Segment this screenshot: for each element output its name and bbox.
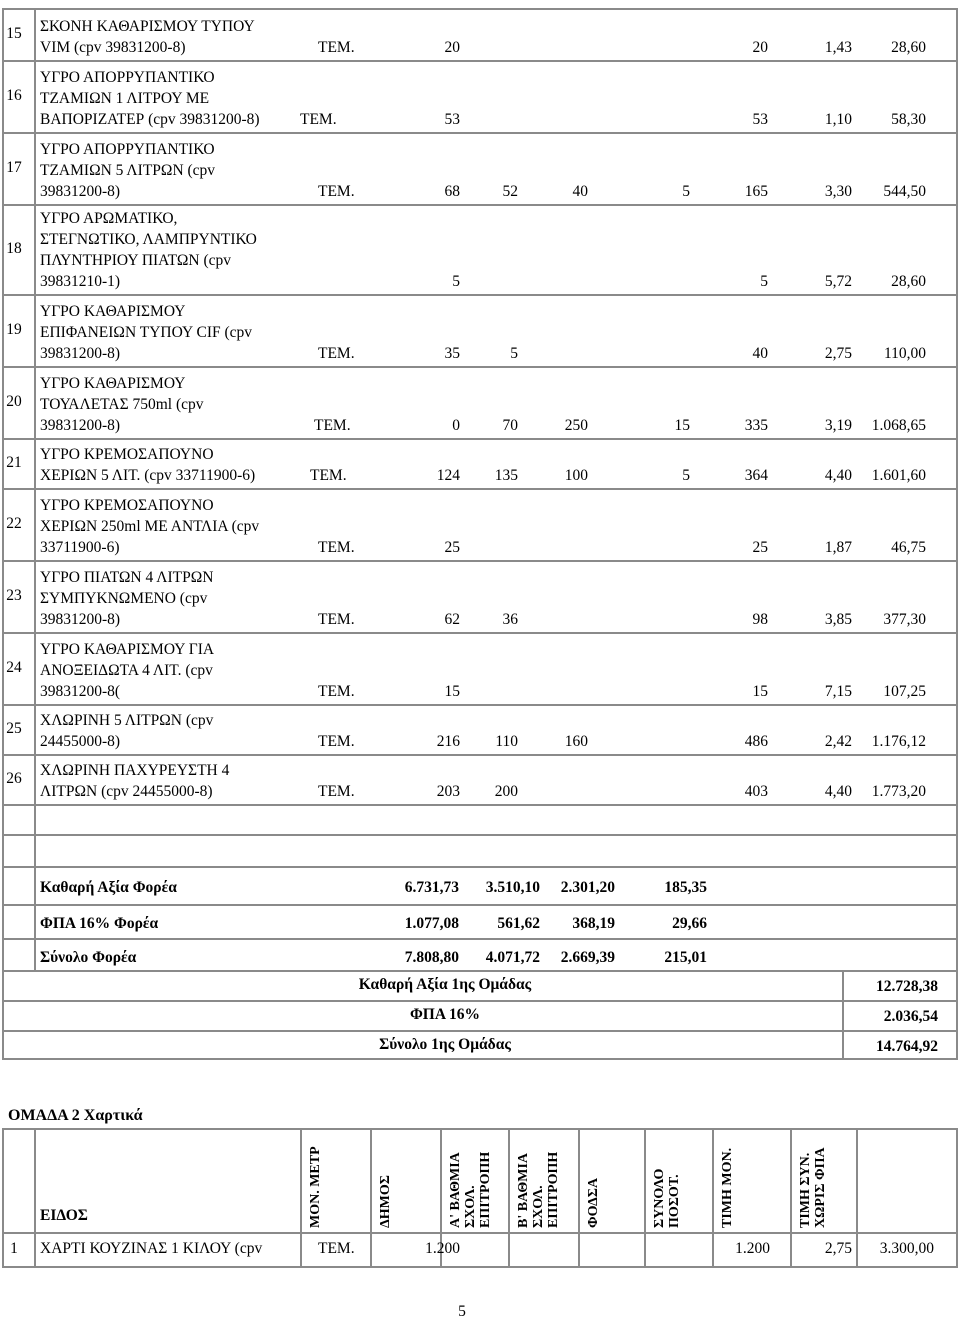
grid-line	[2, 1000, 958, 1002]
value-f: 5	[682, 467, 690, 484]
row-number: 23	[6, 587, 22, 604]
group-summary-label: Σύνολο 1ης Ομάδας	[379, 1036, 511, 1053]
grid-line	[2, 868, 4, 970]
item-description: ΣΤΕΓΝΩΤΙΚΟ, ΛΑΜΠΡΥΝΤΙΚΟ	[40, 231, 257, 248]
unit-cell: ΤΕΜ.	[318, 783, 355, 800]
grid-line	[790, 1128, 792, 1266]
row-number: 22	[6, 515, 22, 532]
value-total: 1.176,12	[871, 733, 926, 750]
value-sum: 486	[744, 733, 768, 750]
value-a: 52	[502, 183, 518, 200]
value-price: 2,42	[824, 733, 852, 750]
group-summary-value: 2.036,54	[883, 1008, 938, 1025]
header-total: ΤΙΜΗ ΣΥΝ. ΧΩΡΙΣ ΦΠΑ	[798, 1147, 828, 1228]
item-description: 39831200-8(	[40, 683, 121, 700]
value-a: 70	[502, 417, 518, 434]
value-total: 1.773,20	[871, 783, 926, 800]
value-d: 216	[436, 733, 460, 750]
item-description: ΕΠΙΦΑΝΕΙΩΝ ΤΥΠΟΥ CIF (cpv	[40, 324, 253, 341]
grid-line	[508, 1128, 510, 1266]
value-d: 124	[436, 467, 460, 484]
grid-line	[2, 632, 958, 634]
value-price: 4,40	[824, 467, 852, 484]
item-description: 39831200-8)	[40, 183, 121, 200]
grid-line	[2, 834, 958, 836]
grid-line	[300, 1128, 302, 1266]
header-unit: ΜΟΝ. ΜΕΤΡ	[308, 1146, 323, 1228]
value-total: 46,75	[891, 539, 926, 556]
carrier-summary-value: 3.510,10	[485, 879, 540, 896]
value-bb: 100	[564, 467, 588, 484]
value-d: 0	[452, 417, 460, 434]
row-number: 15	[6, 25, 22, 42]
carrier-summary-value: 29,66	[672, 915, 707, 932]
row-number: 20	[6, 393, 22, 410]
group-summary-label: ΦΠΑ 16%	[409, 1006, 481, 1023]
header-d: ΔΗΜΟΣ	[378, 1175, 393, 1228]
item-description: ΤΖΑΜΙΩΝ 1 ΛΙΤΡΟΥ ΜΕ	[40, 90, 210, 107]
carrier-summary-value: 2.669,39	[560, 949, 615, 966]
row-number: 25	[6, 720, 22, 737]
value-f: 5	[682, 183, 690, 200]
value-d: 15	[444, 683, 460, 700]
row-number: 16	[6, 87, 22, 104]
value-sum: 403	[744, 783, 768, 800]
value-f: 15	[674, 417, 690, 434]
item-description: ΧΛΩΡΙΝΗ 5 ΛΙΤΡΩΝ (cpv	[40, 712, 214, 729]
grid-line	[2, 8, 958, 10]
value-d: 1.200	[425, 1240, 460, 1257]
unit-cell: ΤΕΜ.	[318, 733, 355, 750]
header-f: ΦΟΔΣΑ	[586, 1177, 601, 1228]
section-title: ΟΜΑΔΑ 2 Χαρτικά	[8, 1107, 143, 1124]
carrier-summary-label: ΦΠΑ 16% Φορέα	[40, 915, 159, 932]
grid-line	[2, 1030, 958, 1032]
item-description: ΥΓΡΟ ΑΠΟΡΡΥΠΑΝΤΙΚΟ	[40, 69, 215, 86]
value-total: 107,25	[883, 683, 926, 700]
unit-cell: ΤΕΜ.	[310, 467, 347, 484]
row-number: 26	[6, 770, 22, 787]
group-summary-value: 14.764,92	[876, 1038, 938, 1055]
carrier-summary-value: 2.301,20	[560, 879, 615, 896]
value-sum: 364	[744, 467, 768, 484]
item-description: ΣΥΜΠΥΚΝΩΜΕΝΟ (cpv	[40, 590, 208, 607]
value-total: 58,30	[891, 111, 926, 128]
grid-line	[578, 1128, 580, 1266]
grid-line	[2, 560, 958, 562]
item-description: ΛΙΤΡΩΝ (cpv 24455000-8)	[40, 783, 213, 800]
grid-line	[842, 970, 844, 1058]
header-item: ΕΙΔΟΣ	[40, 1207, 88, 1224]
value-price: 1,43	[824, 39, 852, 56]
item-description: ΥΓΡΟ ΚΡΕΜΟΣΑΠΟΥΝΟ	[40, 446, 214, 463]
item-description: ΥΓΡΟ ΚΑΘΑΡΙΣΜΟΥ	[40, 375, 186, 392]
grid-line	[712, 1128, 714, 1266]
item-description: 39831200-8)	[40, 417, 121, 434]
value-d: 68	[444, 183, 460, 200]
grid-line	[2, 132, 958, 134]
value-sum: 25	[752, 539, 768, 556]
item-description: ΧΕΡΙΩΝ 250ml ΜΕ ΑΝΤΛΙΑ (cpv	[40, 518, 260, 535]
item-description: ΧΕΡΙΩΝ 5 ΛΙΤ. (cpv 33711900-6)	[40, 467, 256, 484]
row-number: 18	[6, 240, 22, 257]
page-number: 5	[458, 1303, 466, 1320]
row-number: 21	[6, 454, 22, 471]
item-description: ΧΑΡΤΙ ΚΟΥΖΙΝΑΣ 1 ΚΙΛΟΥ (cpv	[40, 1240, 263, 1257]
unit-cell: ΤΕΜ.	[300, 111, 337, 128]
value-price: 2,75	[824, 345, 852, 362]
value-price: 1,10	[824, 111, 852, 128]
group-summary-label: Καθαρή Αξία 1ης Ομάδας	[358, 976, 532, 993]
unit-cell: ΤΕΜ.	[314, 417, 351, 434]
row-number: 19	[6, 321, 22, 338]
grid-line	[2, 866, 958, 868]
header-sum: ΣΥΝΟΛΟ ΠΟΣΟΤ.	[652, 1168, 682, 1228]
item-description: ΥΓΡΟ ΑΠΟΡΡΥΠΑΝΤΙΚΟ	[40, 141, 215, 158]
value-total: 110,00	[883, 345, 926, 362]
carrier-summary-value: 7.808,80	[404, 949, 459, 966]
unit-cell: ΤΕΜ.	[318, 39, 355, 56]
grid-line	[2, 60, 958, 62]
unit-cell: ΤΕΜ.	[318, 345, 355, 362]
carrier-summary-value: 215,01	[664, 949, 707, 966]
unit-cell: ΤΕΜ.	[318, 183, 355, 200]
value-sum: 5	[760, 273, 768, 290]
value-d: 203	[436, 783, 460, 800]
value-price: 5,72	[824, 273, 852, 290]
carrier-summary-value: 1.077,08	[404, 915, 459, 932]
value-sum: 98	[752, 611, 768, 628]
value-a: 5	[510, 345, 518, 362]
value-price: 3,19	[824, 417, 852, 434]
grid-line	[856, 1128, 858, 1266]
item-description: ΣΚΟΝΗ ΚΑΘΑΡΙΣΜΟΥ ΤΥΠΟΥ	[40, 18, 255, 35]
value-a: 200	[494, 783, 518, 800]
value-a: 135	[494, 467, 518, 484]
grid-line	[2, 294, 958, 296]
header-price: ΤΙΜΗ ΜΟΝ.	[720, 1147, 735, 1228]
grid-line	[2, 938, 958, 940]
carrier-summary-value: 185,35	[664, 879, 707, 896]
group-summary-value: 12.728,38	[876, 978, 938, 995]
grid-line	[2, 1232, 958, 1234]
item-description: ΒΑΠΟΡΙΖΑΤΕΡ (cpv 39831200-8)	[40, 111, 260, 128]
unit-cell: ΤΕΜ.	[318, 683, 355, 700]
grid-line	[2, 1058, 958, 1060]
grid-line	[956, 1128, 958, 1266]
value-d: 35	[444, 345, 460, 362]
grid-line	[2, 904, 958, 906]
value-price: 3,30	[824, 183, 852, 200]
value-total: 544,50	[883, 183, 926, 200]
item-description: 39831210-1)	[40, 273, 121, 290]
value-total: 28,60	[891, 39, 926, 56]
grid-line	[2, 804, 958, 806]
item-description: ΤΟΥΑΛΕΤΑΣ 750ml (cpv	[40, 396, 204, 413]
grid-line	[2, 366, 958, 368]
value-d: 53	[444, 111, 460, 128]
value-sum: 165	[744, 183, 768, 200]
grid-line	[2, 970, 4, 1058]
value-total: 28,60	[891, 273, 926, 290]
grid-line	[2, 970, 958, 972]
value-price: 1,87	[824, 539, 852, 556]
item-description: ΧΛΩΡΙΝΗ ΠΑΧΥΡΕΥΣΤΗ 4	[40, 762, 230, 779]
unit-cell: ΤΕΜ.	[318, 539, 355, 556]
grid-line	[370, 1128, 372, 1266]
item-description: ΠΛΥΝΤΗΡΙΟΥ ΠΙΑΤΩΝ (cpv	[40, 252, 231, 269]
item-description: 24455000-8)	[40, 733, 121, 750]
value-sum: 20	[752, 39, 768, 56]
row-number: 17	[6, 159, 22, 176]
item-description: ΥΓΡΟ ΚΑΘΑΡΙΣΜΟΥ ΓΙΑ	[40, 641, 215, 658]
value-sum: 53	[752, 111, 768, 128]
grid-line	[2, 204, 958, 206]
value-total: 3.300,00	[879, 1240, 934, 1257]
grid-line	[2, 438, 958, 440]
value-d: 20	[444, 39, 460, 56]
value-total: 1.601,60	[871, 467, 926, 484]
value-d: 25	[444, 539, 460, 556]
carrier-summary-value: 6.731,73	[404, 879, 459, 896]
grid-line	[2, 754, 958, 756]
grid-line	[956, 8, 958, 866]
grid-line	[956, 970, 958, 1058]
item-description: 33711900-6)	[40, 539, 120, 556]
grid-line	[34, 868, 36, 970]
value-d: 62	[444, 611, 460, 628]
value-price: 4,40	[824, 783, 852, 800]
grid-line	[956, 868, 958, 970]
value-price: 7,15	[824, 683, 852, 700]
item-description: 39831200-8)	[40, 345, 121, 362]
item-description: ΤΖΑΜΙΩΝ 5 ΛΙΤΡΩΝ (cpv	[40, 162, 216, 179]
carrier-summary-value: 368,19	[572, 915, 615, 932]
grid-line	[2, 488, 958, 490]
unit-cell: ΤΕΜ.	[318, 1240, 355, 1257]
value-bb: 160	[564, 733, 588, 750]
value-sum: 40	[752, 345, 768, 362]
value-d: 5	[452, 273, 460, 290]
item-description: VIM (cpv 39831200-8)	[40, 39, 186, 56]
carrier-summary-label: Σύνολο Φορέα	[40, 949, 137, 966]
carrier-summary-value: 561,62	[497, 915, 540, 932]
value-sum: 335	[744, 417, 768, 434]
item-description: ΥΓΡΟ ΚΡΕΜΟΣΑΠΟΥΝΟ	[40, 497, 214, 514]
value-bb: 250	[564, 417, 588, 434]
item-description: ΥΓΡΟ ΠΙΑΤΩΝ 4 ΛΙΤΡΩΝ	[40, 569, 214, 586]
value-sum: 1.200	[735, 1240, 770, 1257]
unit-cell: ΤΕΜ.	[318, 611, 355, 628]
value-total: 1.068,65	[871, 417, 926, 434]
grid-line	[644, 1128, 646, 1266]
value-sum: 15	[752, 683, 768, 700]
header-a: Α' ΒΑΘΜΙΑ ΣΧΟΛ. ΕΠΙΤΡΟΠΗ	[448, 1151, 493, 1228]
grid-line	[2, 1128, 958, 1130]
value-price: 2,75	[824, 1240, 852, 1257]
item-description: ΥΓΡΟ ΚΑΘΑΡΙΣΜΟΥ	[40, 303, 186, 320]
value-bb: 40	[572, 183, 588, 200]
item-description: 39831200-8)	[40, 611, 121, 628]
row-number: 1	[10, 1240, 18, 1257]
row-number: 24	[6, 659, 22, 676]
item-description: ΑΝΟΞΕΙΔΩΤΑ 4 ΛΙΤ. (cpv	[40, 662, 213, 679]
value-price: 3,85	[824, 611, 852, 628]
carrier-summary-value: 4.071,72	[485, 949, 540, 966]
value-a: 110	[495, 733, 518, 750]
value-a: 36	[502, 611, 518, 628]
header-bb: Β' ΒΑΘΜΙΑ ΣΧΟΛ. ΕΠΙΤΡΟΠΗ	[516, 1151, 561, 1228]
value-total: 377,30	[883, 611, 926, 628]
grid-line	[2, 1266, 958, 1268]
item-description: ΥΓΡΟ ΑΡΩΜΑΤΙΚΟ,	[40, 210, 178, 227]
grid-line	[2, 704, 958, 706]
carrier-summary-label: Καθαρή Αξία Φορέα	[40, 879, 177, 896]
